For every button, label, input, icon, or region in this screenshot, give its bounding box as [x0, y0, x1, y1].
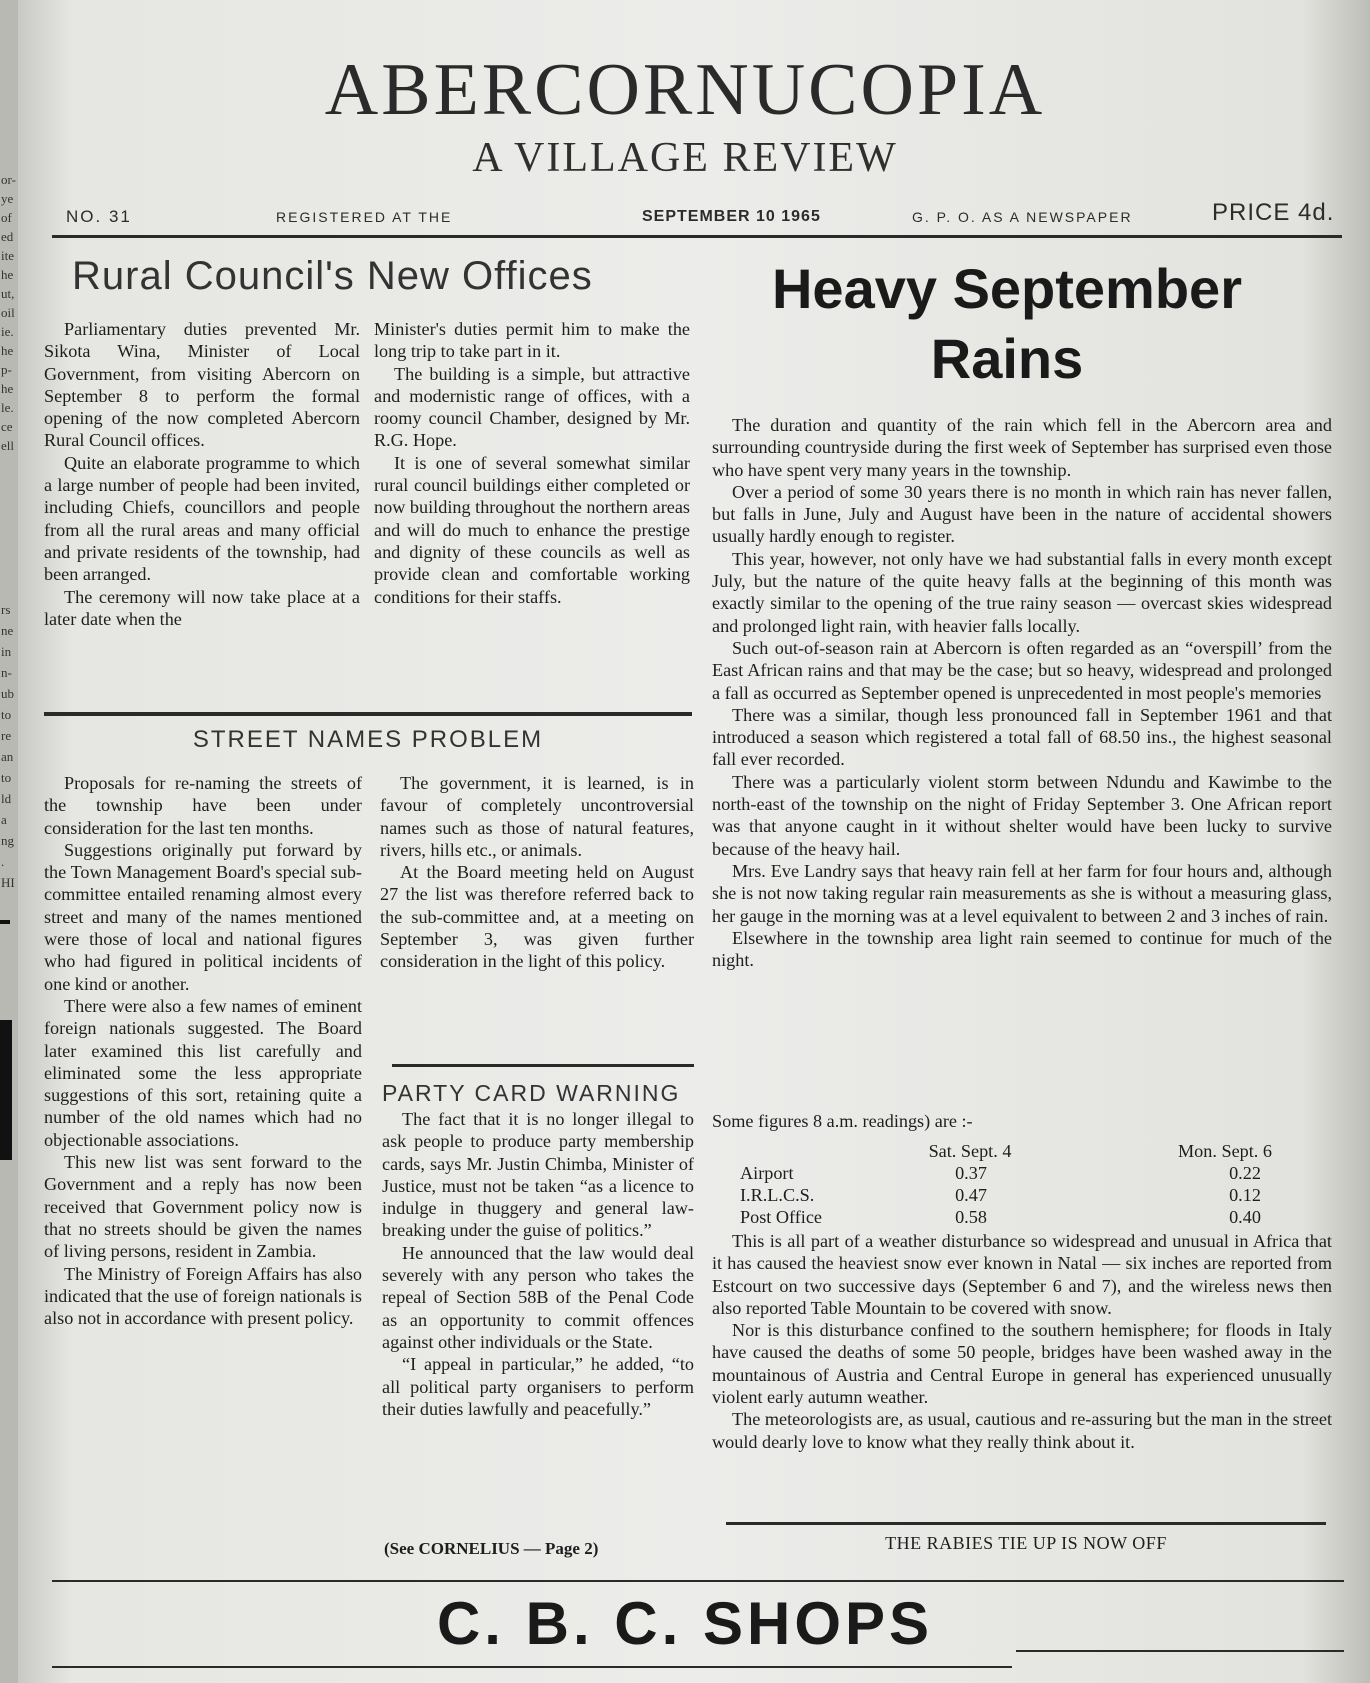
binding-fragment: ut, — [1, 286, 15, 301]
paragraph: It is one of several somewhat similar rural council buildings either completed or now building throughout the northern areas and will do much to enhance the prestige and dignity of these councils as well as provide clean and comfortable working conditions for their staffs. — [374, 452, 690, 607]
rainfall-station: Post Office — [740, 1207, 823, 1227]
binding-fragment: ld — [1, 791, 12, 806]
party-card-rule — [392, 1064, 694, 1067]
rains-rule — [726, 1522, 1326, 1525]
rains-body-top — [712, 414, 1332, 1114]
binding-fragment: ie. — [1, 324, 14, 339]
binding-fragment: re — [1, 728, 12, 743]
binding-fragment: ye — [1, 191, 14, 206]
paragraph: Mrs. Eve Landry says that heavy rain fell at her farm for four hours and, although she is not now taking regular rain measurements as she is without a measuring glass, her gauge in the morning was at a level equivalent to between 2 and 3 inches of rain. — [712, 860, 1332, 926]
paragraph: The meteorologists are, as usual, cautious and re-assuring but the man in the street would dearly love to know what they really think about it. — [712, 1409, 1332, 1452]
masthead-rule — [52, 235, 1342, 238]
binding-fragment: ce — [1, 419, 13, 434]
binding-mark — [0, 920, 10, 924]
rains-headline — [712, 254, 1302, 394]
binding-fragment: ed — [1, 229, 14, 244]
binding-fragment: n- — [1, 665, 12, 680]
binding-fragment: ite — [1, 248, 14, 263]
binding-fragment: a — [1, 812, 7, 827]
issue-date: SEPTEMBER 10 1965 — [642, 208, 821, 225]
rainfall-sat-value: 0.58 — [955, 1207, 987, 1227]
see-cornelius: (See CORNELIUS — Page 2) — [384, 1539, 599, 1558]
rainfall-header-sat: Sat. Sept. 4 — [928, 1141, 1012, 1161]
paragraph: This is all part of a weather disturbance so widespread and unusual in Africa that it has caused the heaviest snow ever known in Natal — six inches are reported from Estcourt on two successive days (September 6 and 7), and the wireless news then also reported Table Mountain to be covered with snow. — [712, 1231, 1332, 1318]
binding-fragment: ub — [1, 686, 14, 701]
binding-fragment: or- — [1, 172, 16, 187]
figures-intro: Some figures 8 a.m. readings) are :- — [712, 1111, 973, 1131]
binding-mark — [0, 1020, 12, 1160]
rainfall-sat-value: 0.47 — [955, 1185, 987, 1205]
binding-fragment: he — [1, 343, 14, 358]
binding-fragment: to — [1, 770, 12, 785]
paragraph: Parliamentary duties prevented Mr. Sikota Wina, Minister of Local Government, from visiting Abercorn on September 8 to perform the formal opening of the now completed Abercorn Rural Council offices. — [44, 319, 360, 451]
street-names-headline: STREET NAMES PROBLEM — [192, 726, 544, 753]
rainfall-mon-value: 0.22 — [1229, 1163, 1261, 1183]
street-names-column-2 — [380, 772, 694, 1052]
paragraph: Quite an elaborate programme to which a large number of people had been invited, including Chiefs, councillors and people from all the rural areas and many official and private residents of the township, had been arranged. — [44, 452, 360, 585]
party-card-column — [382, 1108, 694, 1508]
binding-fragment: to — [1, 707, 12, 722]
binding-fragment: oil — [1, 305, 15, 320]
binding-fragment: . — [1, 854, 5, 869]
price: PRICE 4d. — [1212, 199, 1335, 226]
paragraph: There was a particularly violent storm between Ndundu and Kawimbe to the north-east of the township on the night of Friday September 3. One African report was that anyone caught in it without shelter would have been lucky to survive because of the heavy hail. — [712, 771, 1332, 859]
binding-fragment: rs — [1, 602, 11, 617]
rainfall-table — [740, 1140, 1360, 1228]
binding-fragment: ne — [1, 623, 14, 638]
issue-number: NO. 31 — [66, 207, 132, 226]
paragraph: He announced that the law would deal severely with any person who takes the repeal of Section 58B of the Penal Code as an opportunity to commit offences against other individuals or the State. — [382, 1242, 694, 1352]
paragraph: Nor is this disturbance confined to the southern hemisphere; for floods in Italy have caused the deaths of some 50 people, bridges have been washed away in the mountainous of Austria and Central Europe in general has experienced unusually violent early autumn weather. — [712, 1320, 1332, 1408]
paragraph: Over a period of some 30 years there is no month in which rain has never fallen, but falls in June, July and August have been in the nature of accidental showers usually hardly enough to register. — [712, 481, 1332, 547]
rainfall-row — [740, 1162, 1360, 1184]
rains-body-bottom — [712, 1230, 1332, 1520]
paragraph: This year, however, not only have we had substantial falls in every month except July, but the nature of the quite heavy falls at the beginning of this month was exactly similar to the opening of the true rainy season — overcast skies widespread and prolonged light rain, with heavier falls locally. — [712, 548, 1332, 636]
rural-council-column-2 — [374, 318, 690, 700]
paragraph: The ceremony will now take place at a later date when the — [44, 586, 360, 629]
cbc-shops-banner: C. B. C. SHOPS — [436, 1590, 934, 1657]
rainfall-row — [740, 1184, 1360, 1206]
binding-gutter — [0, 0, 18, 1683]
paragraph: The fact that it is no longer illegal to ask people to produce party membership cards, says Mr. Justin Chimba, Minister of Justice, must not be taken “as a licence to indulge in thuggery and general law-breaking under the guise of politics.” — [382, 1109, 694, 1241]
rains-headline-line2: Rains — [930, 327, 1084, 390]
paragraph: Such out-of-season rain at Abercorn is often regarded as an “overspill’ from the East African rains and that may be the case; but so heavy, widespread and prolonged a fall as occurred as September opened is unprecedented in most people's memories — [712, 637, 1332, 703]
rural-council-headline: Rural Council's New Offices — [72, 254, 593, 298]
rainfall-sat-value: 0.37 — [955, 1163, 987, 1183]
rains-headline-line1: Heavy September — [771, 257, 1242, 320]
rainfall-mon-value: 0.12 — [1229, 1185, 1261, 1205]
rural-council-column-1 — [44, 318, 360, 700]
section-rule — [44, 712, 692, 716]
gpo-text: G. P. O. AS A NEWSPAPER — [912, 209, 1133, 225]
paragraph: The Ministry of Foreign Affairs has also indicated that the use of foreign nationals is also not in accordance with present policy. — [44, 1263, 362, 1329]
paragraph: Suggestions originally put forward by the Town Management Board's special sub-committee entailed renaming almost every street and many of the names mentioned were those of local and national figures who had figured in political incidents of one kind or another. — [44, 839, 362, 994]
rainfall-row — [740, 1206, 1360, 1228]
binding-fragment: he — [1, 267, 14, 282]
binding-fragment: le. — [1, 400, 14, 415]
binding-fragment: of — [1, 210, 12, 225]
paragraph: This new list was sent forward to the Government and a reply has now been received that Government policy now is that no streets should be given the names of living persons, resident in Zambia. — [44, 1152, 362, 1262]
paragraph: The duration and quantity of the rain which fell in the Abercorn area and surrounding countryside during the first week of September has surprised even those who have spent very many years in the township. — [712, 415, 1332, 480]
paragraph: Proposals for re-naming the streets of the township have been under consideration for the last ten months. — [44, 773, 362, 838]
rainfall-table-header — [740, 1140, 1360, 1162]
paragraph: The building is a simple, but attractive and modernistic range of offices, with a roomy council Chamber, designed by Mr. R.G. Hope. — [374, 363, 690, 451]
paragraph: Minister's duties permit him to make the long trip to take part in it. — [374, 319, 690, 362]
binding-fragment: ng — [1, 833, 14, 848]
masthead-subtitle: A VILLAGE REVIEW — [472, 135, 898, 181]
footer-rule-bottom-left — [52, 1666, 1012, 1668]
registered-text: REGISTERED AT THE — [276, 209, 453, 225]
footer-rule-bottom-right — [1016, 1650, 1344, 1652]
rainfall-station: I.R.L.C.S. — [740, 1185, 815, 1205]
footer-rule-top — [52, 1580, 1344, 1582]
masthead-title: ABERCORNUCOPIA — [324, 49, 1046, 131]
binding-fragment: he — [1, 381, 14, 396]
paragraph: “I appeal in particular,” he added, “to all political party organisers to perform their duties lawfully and peacefully.” — [382, 1354, 694, 1419]
binding-fragment: in — [1, 644, 12, 659]
binding-fragment: p- — [1, 362, 12, 377]
binding-fragment: HI — [1, 875, 15, 890]
street-names-column-1 — [44, 772, 362, 1572]
party-card-headline: PARTY CARD WARNING — [382, 1080, 681, 1106]
binding-fragment: an — [1, 749, 14, 764]
rainfall-header-mon: Mon. Sept. 6 — [1178, 1141, 1272, 1161]
binding-fragment: ell — [1, 438, 14, 453]
paragraph: There was a similar, though less pronounced fall in September 1961 and that introduced a season which registered a total fall of 68.50 ins., the highest seasonal fall ever recorded. — [712, 704, 1332, 770]
rainfall-station: Airport — [740, 1163, 794, 1183]
paragraph: Elsewhere in the township area light rain seemed to continue for much of the night. — [712, 927, 1332, 971]
rainfall-mon-value: 0.40 — [1229, 1207, 1261, 1227]
dateline — [66, 199, 1356, 233]
paragraph: There were also a few names of eminent foreign nationals suggested. The Board later examined this list carefully and eliminated some the less appropriate suggestions of this sort, retaining quite a number of the old names which had no objectionable associations. — [44, 995, 362, 1150]
paragraph: The government, it is learned, is in favour of completely uncontroversial names such as those of natural features, rivers, hills etc., or animals. — [380, 773, 694, 860]
rabies-note: THE RABIES TIE UP IS NOW OFF — [885, 1533, 1167, 1553]
paragraph: At the Board meeting held on August 27 the list was therefore referred back to the sub-committee and, at a meeting on September 3, was given further consideration in the light of this policy. — [380, 862, 694, 972]
